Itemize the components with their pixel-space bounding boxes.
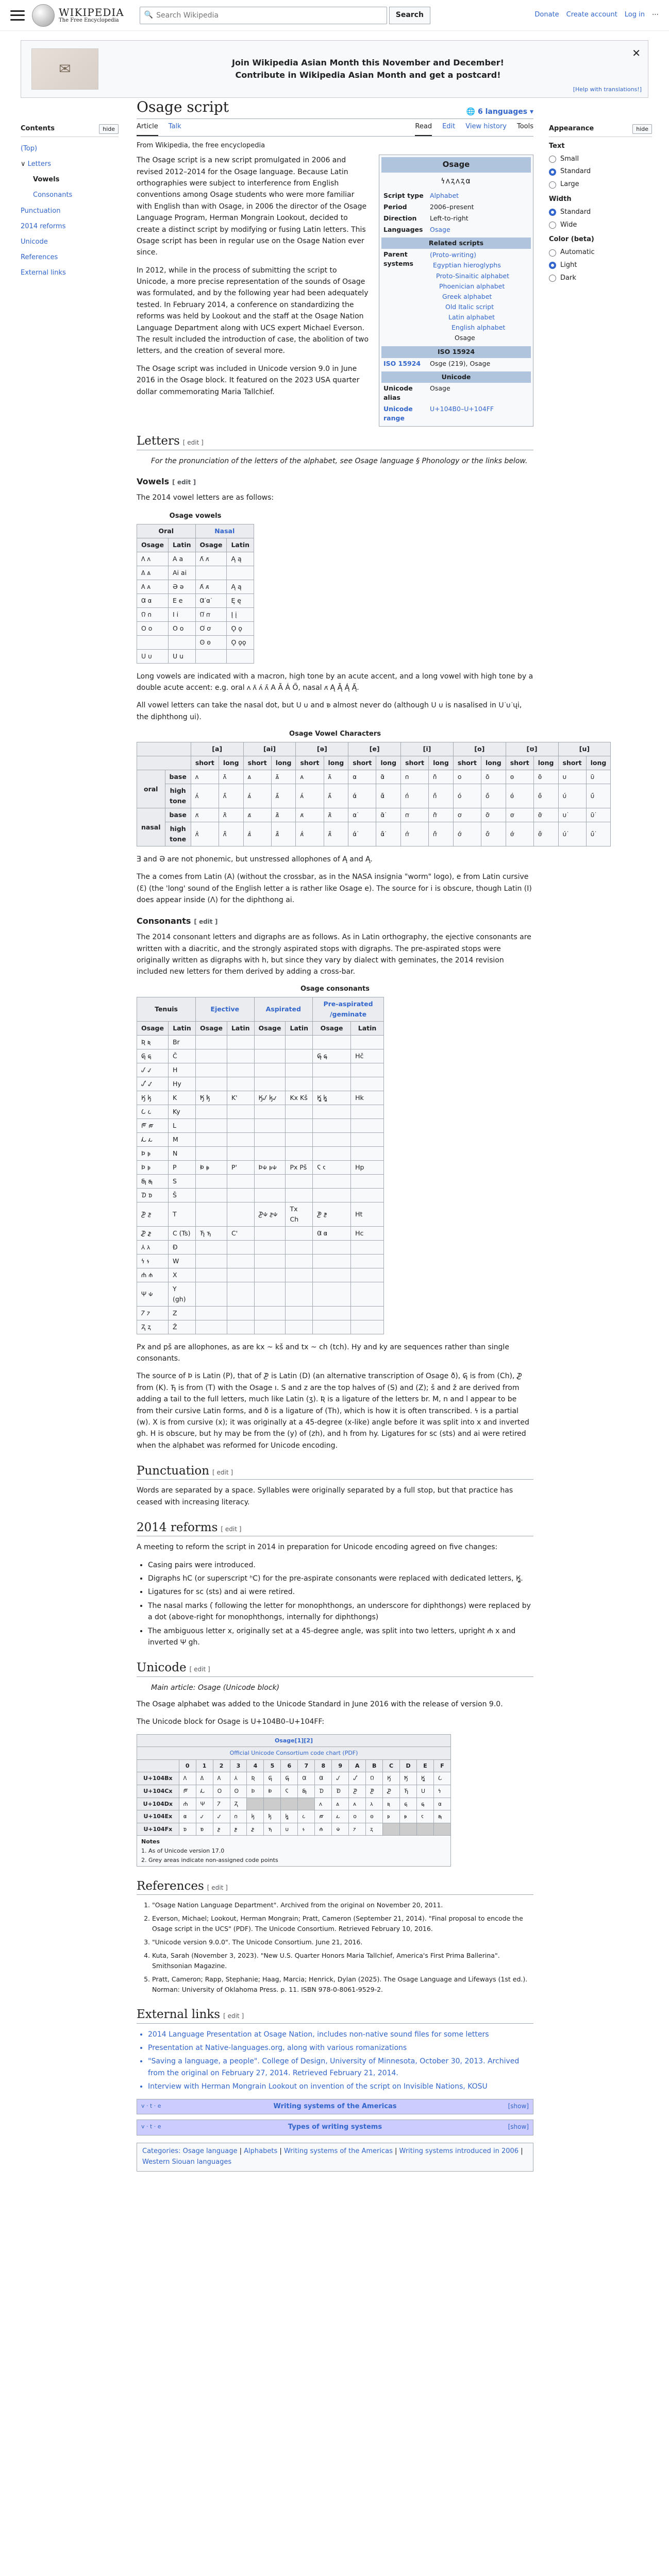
login-link[interactable]: Log in [624,11,645,19]
table-row: 𐒻 𐓣 I i 𐒻͘ 𐓣͘ Į į [137,607,254,621]
unicode-cell[interactable] [400,1823,417,1836]
reforms-list [148,1560,533,1649]
external-links-list [148,2029,533,2093]
toc-item-punctuation[interactable]: Punctuation [21,207,61,215]
unicode-cell[interactable]: 𐒺 [349,1772,366,1785]
table-row: 𐒰 𐓘 A a 𐒰͘ 𐓘͘ Ą ą [137,552,254,566]
unicode-cell[interactable]: 𐓐 [179,1798,196,1810]
unicode-cell[interactable]: 𐓘 [315,1798,332,1810]
edit-unicode-link[interactable]: [ edit ] [190,1666,210,1673]
reforms-intro: A meeting to reform the script in 2014 in preparation for Unicode encoding agreed on five changes: [137,1543,498,1552]
unicode-cell[interactable]: 𐓅 [264,1785,281,1798]
create-account-link[interactable]: Create account [566,11,617,19]
table-row: 𐒹 𐓡 H [137,1063,384,1077]
table-row: 𐓒 𐓺 Z [137,1306,384,1320]
infobox-title: Osage [381,157,531,173]
edit-reforms-link[interactable]: [ edit ] [221,1526,241,1533]
category-link[interactable]: Osage language [182,2147,238,2156]
width-label: Width [549,195,572,203]
list-item[interactable]: 3. "Unicode version 9.0.0". The Unicode Consortium. June 21, 2016. [152,1937,533,1947]
table-row: 𐒺 𐓢 Hy [137,1077,384,1091]
chevron-down-icon[interactable]: ∨ [21,160,28,168]
tab-article[interactable]: Article [137,122,158,137]
consonants-intro: The 2014 consonant letters and digraphs are as follows. As in Latin orthography, the ejective consonants are written with a diacritic, and the strongly aspirated stops with digraphs. The pre-aspirated stops were originally written as digraphs with h, but since they vary by dialect with geminates, the 2014 revision included new letters for them derived by adding a cross-bar. [137,933,531,976]
color-dark-radio[interactable]: Dark [549,273,652,284]
unicode-cell[interactable]: 𐒷 [298,1772,315,1785]
text-standard-radio[interactable]: Standard [549,166,652,177]
search-box[interactable] [140,7,387,24]
appearance-panel [549,124,652,286]
languages-button[interactable]: 🌐 6 languages ▾ [466,108,533,116]
unicode-cell[interactable]: 𐒻 [366,1772,383,1785]
navbox-vte[interactable]: v · t · e [141,2123,161,2130]
list-item[interactable]: 5. Pratt, Cameron; Rapp, Stephanie; Haag, Marcia; Henrick, Dylan (2025). The Osage Language and Lifeways (1st ed.). Norman: University of Oklahoma Press. p. 11. ISBN 978-0-8061-9529-2. [152,1974,533,1995]
consonants-table: Tenuis Ejective Aspirated Pre-aspirated /geminate Osage Latin Osage Latin Osage Latin Osage Latin 𐒴 𐓜 Br 𐒵 𐓝 Č 𐒶 𐓞 Hč 𐒹 𐓡 H 𐒺 𐓢 Hy 𐒼 𐓤 K 𐒽 𐓥 K' 𐒼𐒹 𐓤𐓡 Kx Kš 𐒾 𐓦 Hk 𐒿 𐓧 Ky 𐓀 𐓨 L 𐓁 𐓩 M 𐓄 𐓬 N 𐓄 𐓬 P 𐓅 𐓭 P' 𐓄𐓹 𐓬𐓹 Px Pš 𐓆 𐓮 Hp 𐓇 𐓯 S 𐓈 𐓰 Š 𐓊 𐓲 T 𐓊𐓹 𐓲𐓹 Tx Ch 𐓋 𐓳 Ht 𐓌 𐓴 C (Ts) 𐓍 𐓵 C' 𐒸 𐓠 Hc 𐒳 𐓛 Ð 𐓏 𐓷 W 𐓐 𐓸 X 𐓑 𐓹 Y (gh) 𐓒 𐓺 Z 𐓓 𐓻 Ž [137,997,384,1334]
table-of-contents [21,124,119,281]
list-item: • Digraphs hC (or superscript ʰC) for the pre-aspirate consonants were replaced with dedicated letters, 𐒾. [148,1573,533,1584]
unicode-cell[interactable]: 𐓛 [366,1798,383,1810]
edit-references-link[interactable]: [ edit ] [207,1884,228,1891]
tab-view-history[interactable]: View history [465,122,507,130]
unicode-cell[interactable]: 𐓤 [247,1810,264,1823]
unicode-cell[interactable]: 𐓸 [315,1823,332,1836]
unicode-cell[interactable]: 𐓧 [298,1810,315,1823]
list-item[interactable]: • Interview with Herman Mongrain Lookout on invention of the script on Invisible Nations, KOSU [148,2081,533,2092]
vowels-paragraph-2: All vowel letters can take the nasal dot, but 𐓎 𐓶 and 𐓱 almost never do (although 𐓎 𐓶 is nasalised in 𐓎͘ 𐓶͘ ųi, the diphthong ui). [137,701,522,721]
unicode-cell[interactable]: 𐓯 [433,1810,450,1823]
table-row: 𐒳 𐓛 Ð [137,1240,384,1254]
unicode-cell[interactable]: 𐓍 [400,1785,417,1798]
table-row: U+104Cx 𐓀 𐓁 𐓂 𐓃 𐓄 𐓅 𐓆 𐓇 𐓈 𐓉 𐓊 𐓋 𐓌 𐓍 𐓎 𐓏 [137,1785,451,1798]
table-row: 𐓎 𐓶 U u [137,649,254,663]
unicode-chart-title[interactable]: Osage[1][2] [137,1734,451,1747]
references-list [152,1900,533,1995]
banner-line-2[interactable]: Contribute in Wikipedia Asian Month and get a postcard! [235,70,501,80]
tagline: The Free Encyclopedia [59,17,119,23]
search-icon: 🔍 [144,11,154,20]
table-row: 𐓃 𐓫 Ǫ ǫǫ [137,635,254,649]
vowels-paragraph-1: Long vowels are indicated with a macron, high tone by an acute accent, and a long vowel with high tone by a double acute accent: e.g. oral 𐓘 𐓘̄ 𐓘́ 𐓘̋ A Ā Á Ő, nasal 𐓘͘ Ą Ą̄ Ą́ Ą̋. [137,672,533,692]
unicode-cell[interactable] [298,1798,315,1810]
punctuation-paragraph: Words are separated by a space. Syllables were originally separated by a full stop, but that practice has ceased with increasing literacy. [137,1486,513,1506]
more-icon[interactable]: ⋯ [652,11,659,19]
unicode-cell[interactable]: 𐓭 [400,1810,417,1823]
infobox: Osage 𐓏𐓘𐓻𐓘𐓻𐓟 Script type Alphabet Period 2006–present Direction Left-to-right Languages Osage Related scripts Parent systems (Proto-writing) Egyptian hieroglyphs Proto-Sinaitic alphabet Phoenician alphabet Greek alphabet Old Italic script Latin alphabet English alphabet Osage ISO 15924 ISO 15924 Osge (219), Osage Unicode Unicode alias Osage Unicode range U+104B0–U+104FF [379,155,533,427]
unicode-cell[interactable]: 𐓈 [315,1785,332,1798]
infobox-sample: 𐓏𐓘𐓻𐓘𐓻𐓟 [441,176,472,185]
width-standard-radio[interactable]: Standard [549,207,652,218]
unicode-cell[interactable]: 𐓌 [383,1785,400,1798]
navbox-title[interactable]: Types of writing systems [288,2123,382,2131]
table-row: nasal base 𐓘͘ 𐓘̄͘ 𐓙͘ 𐓙̄͘ 𐓚͘ 𐓚̄͘ 𐓟͘ 𐓟̄͘ 𐓣͘ 𐓣̄͘ 𐓪͘ 𐓪̄͘ 𐓫͘ 𐓫̄͘ 𐓶͘ 𐓶̄͘ [137,808,611,822]
infobox-script-type[interactable]: Alphabet [430,191,459,199]
globe-icon [32,4,55,27]
infobox-period: 2006–present [430,202,474,211]
main-menu-icon[interactable] [10,10,25,21]
consonants-paragraph-2: The source of 𐓄 is Latin (P), that of 𐓊 is Latin (D) (an alternative transcription of Osage ð), 𐒵 is from (Ch), 𐓌 from (K). 𐓍 is from (T) with the Osage ı. S and z are the top halves of (S) and (Z); š and ž are derived from adding a tail to the full letters, much like Latin (ʒ). 𐒴 is a ligature of the letters br. M, n and l appear to be from their cursive Latin forms, and ð is a ligature of (Th), which is how it is often transcribed. 𐓏 is a partial (w). X is from cursive (x); it was originally at a 45-degree (x-like) angle before it was split into x and inverted gh. H is obscure, but hy may be from the (y) of (zh), and h from hy. Ligatures for sc (sts) and ai were retired when the alphabet was reformed for Unicode encoding. [137,1372,529,1450]
unicode-cell[interactable]: 𐓑 [196,1798,213,1810]
consonants-paragraph-1: Px and pš are allophones, as are kx ~ kš and tx ~ ch (tch). Hy and ky are sequences rather than single consonants. [137,1343,509,1363]
list-item: • The nasal marks (͘ following the letter for monophthongs, an underscore for diphthongs) were replaced by a dot (above-right for monophthongs, internally for diphthongs) [148,1600,533,1623]
references-heading: References[ edit ] [137,1878,533,1895]
vowel-chars-caption: Osage Vowel Characters [289,730,381,738]
unicode-cell[interactable]: 𐓣 [230,1810,247,1823]
letters-heading: Letters[ edit ] [137,433,533,450]
intro-paragraph-3: The Osage script was included in Unicode version 9.0 in June 2016 in the Osage block. It featured on the 2023 USA quarter dollar commemorating Maria Tallchief. [137,364,360,396]
navbox-writing-systems-americas [137,2099,533,2115]
table-row: 𐒵 𐓝 Č 𐒶 𐓞 Hč [137,1049,384,1063]
table-row: 𐒴 𐓜 Br [137,1035,384,1049]
unicode-cell[interactable]: 𐓡 [196,1810,213,1823]
table-row: 𐓁 𐓩 M [137,1132,384,1146]
table-row: 𐓄 𐓬 N [137,1146,384,1160]
list-item[interactable]: 4. Kuta, Sarah (November 3, 2023). "New U.S. Quarter Honors Maria Tallchief, America's First Prima Ballerina". Smithsonian Magazine. [152,1951,533,1971]
unicode-paragraph-1: The Osage alphabet was added to the Unicode Standard in June 2016 with the release of version 9.0. [137,1700,503,1708]
unicode-cell[interactable]: 𐒹 [332,1772,349,1785]
unicode-cell[interactable]: 𐓠 [179,1810,196,1823]
toc-item-references[interactable]: References [21,253,58,262]
table-row: 𐒱 𐓙 Ai ai [137,566,254,580]
infobox-unicode-header: Unicode [381,371,531,383]
infobox-languages[interactable]: Osage [430,226,450,234]
unicode-cell[interactable] [383,1823,400,1836]
text-size-label: Text [549,142,565,150]
infobox-related-header: Related scripts [381,238,531,249]
table-row: 𐓂 𐓪 O o 𐓂͘ 𐓪͘ Ǫ ǫ [137,621,254,635]
unicode-cell[interactable]: 𐓚 [349,1798,366,1810]
letters-hatnote: For the pronunciation of the letters of the alphabet, see Osage language § Phonology or the links below. [151,456,528,465]
toc-item-letters[interactable]: ∨ Letters [21,160,51,168]
close-icon[interactable]: ✕ [632,47,641,59]
table-row: 𐓊 𐓲 T 𐓊𐓹 𐓲𐓹 Tx Ch 𐓋 𐓳 Ht [137,1202,384,1226]
infobox-unicode-alias: Osage [430,384,450,392]
unicode-cell[interactable]: 𐓨 [315,1810,332,1823]
unicode-cell[interactable]: 𐒶 [281,1772,298,1785]
toc-item-consonants[interactable]: Consonants [33,191,73,199]
toc-hide-button[interactable]: hide [99,124,119,134]
unicode-cell[interactable]: 𐒵 [264,1772,281,1785]
unicode-cell[interactable]: 𐓙 [332,1798,349,1810]
table-row: 𐒿 𐓧 Ky [137,1105,384,1118]
table-row: U+104Bx 𐒰 𐒱 𐒲 𐒳 𐒴 𐒵 𐒶 𐒷 𐒸 𐒹 𐒺 𐒻 𐒼 𐒽 𐒾 𐒿 [137,1772,451,1785]
navbox-types-of-writing-systems [137,2120,533,2136]
infobox-unicode-range[interactable]: U+104B0–U+104FF [430,405,494,413]
consonants-heading: Consonants[ edit ] [137,914,533,928]
width-wide-radio[interactable]: Wide [549,220,652,231]
page-tabs [137,119,533,137]
unicode-cell[interactable]: 𐓫 [366,1810,383,1823]
table-row: 𐒼 𐓤 K 𐒽 𐓥 K' 𐒼𐒹 𐓤𐓡 Kx Kš 𐒾 𐓦 Hk [137,1091,384,1105]
table-row: 𐓓 𐓻 Ž [137,1320,384,1334]
unicode-cell[interactable]: 𐒼 [383,1772,400,1785]
unicode-cell[interactable]: 𐓰 [179,1823,196,1836]
infobox-parent-tree: (Proto-writing) Egyptian hieroglyphs Proto-Sinaitic alphabet Phoenician alphabet Greek alphabet Old Italic script Latin alphabet English alphabet Osage [430,251,509,342]
vowels-paragraph-3: Ǝ and Ə are not phonemic, but unstressed allophones of Ą and Ą. [137,855,373,864]
list-item: • The ambiguous letter x, originally set at a 45-degree angle, was split into two letters, upright 𐓐 x and inverted 𐓑 gh. [148,1625,533,1649]
toc-item-reforms[interactable]: 2014 reforms [21,222,66,230]
consonants-caption: Osage consonants [300,985,370,993]
unicode-note-2: 2. Grey areas indicate non-assigned code points [141,1856,278,1863]
reforms-heading: 2014 reforms[ edit ] [137,1519,533,1536]
unicode-cell[interactable] [281,1798,298,1810]
unicode-cell[interactable]: 𐓄 [247,1785,264,1798]
appearance-hide-button[interactable]: hide [632,124,652,134]
unicode-cell[interactable]: 𐓆 [281,1785,298,1798]
edit-consonants-link[interactable]: [ edit ] [194,918,218,925]
category-link[interactable]: Western Siouan languages [142,2158,232,2166]
unicode-cell[interactable]: 𐓃 [230,1785,247,1798]
vowels-intro: The 2014 vowel letters are as follows: [137,494,274,502]
category-link[interactable]: Writing systems introduced in 2006 [399,2147,519,2156]
unicode-cell[interactable]: 𐓶 [281,1823,298,1836]
unicode-cell[interactable]: 𐓉 [332,1785,349,1798]
category-link[interactable]: Writing systems of the Americas [283,2147,393,2156]
unicode-cell[interactable] [417,1823,434,1836]
unicode-cell[interactable]: 𐒰 [179,1772,196,1785]
site-notice-banner [21,40,648,98]
unicode-main-article[interactable]: Main article: Osage (Unicode block) [151,1683,280,1692]
unicode-cell[interactable]: 𐓇 [298,1785,315,1798]
categories-box: Categories: Osage language | Alphabets | Writing systems of the Americas | Writing systems introduced in 2006 | Western Siouan languages [137,2143,533,2172]
infobox-iso-value: Osge (219), Osage [430,359,491,367]
vowels-table: Oral Nasal Osage Latin Osage Latin 𐒰 𐓘 A a 𐒰͘ 𐓘͘ Ą ą 𐒱 𐓙 Ai ai 𐒲 𐓚 Ə ə 𐒲͘ 𐓚͘ Ą ą 𐒷 𐓟 E e 𐒷͘ 𐓟͘ Ę ę 𐒻 𐓣 I i 𐒻͘ 𐓣͘ Į į 𐓂 𐓪 O o 𐓂͘ 𐓪͘ Ǫ ǫ 𐓃 𐓫 Ǫ ǫǫ 𐓎 𐓶 U u [137,524,254,664]
navbox-title[interactable]: Writing systems of the Americas [273,2102,397,2110]
vowel-chars-table: [a] [ai] [ə] [e] [i] [o] [ʊ] [u] short long short long short long short long short long short long short long short long oral base 𐓘 𐓘̄ 𐓙 𐓙̄ 𐓚 𐓚̄ 𐓟 𐓟̄ 𐓣 𐓣̄ 𐓪 𐓪̄ 𐓫 𐓫̄ 𐓶 𐓶̄ high tone 𐓘́ 𐓘̋ 𐓙́ 𐓙̋ 𐓚́ 𐓚̋ 𐓟́ 𐓟̋ 𐓣́ 𐓣̋ 𐓪́ 𐓪̋ 𐓫́ 𐓫̋ 𐓶́ 𐓶̋ nasal base 𐓘͘ 𐓘̄͘ 𐓙͘ 𐓙̄͘ 𐓚͘ 𐓚̄͘ 𐓟͘ 𐓟̄͘ 𐓣͘ 𐓣̄͘ 𐓪͘ 𐓪̄͘ 𐓫͘ 𐓫̄͘ 𐓶͘ 𐓶̄͘ high tone 𐓘́͘ 𐓘̋͘ 𐓙́͘ 𐓙̋͘ 𐓚́͘ 𐓚̋͘ 𐓟́͘ 𐓟̋͘ 𐓣́͘ 𐓣̋͘ 𐓪́͘ 𐓪̋͘ 𐓫́͘ 𐓫̋͘ 𐓶́͘ 𐓶̋͘ [137,742,611,846]
punctuation-heading: Punctuation[ edit ] [137,1463,533,1480]
edit-letters-link[interactable]: [ edit ] [183,439,204,446]
unicode-cell[interactable]: 𐒾 [417,1772,434,1785]
appearance-title: Appearance [549,125,594,132]
table-row: U+104Dx 𐓐 𐓑 𐓒 𐓓 𐓘 𐓙 𐓚 𐓛 𐓜 𐓝 𐓞 𐓟 [137,1798,451,1810]
intro-paragraph-1: The Osage script is a new script promulgated in 2006 and revised 2012–2014 for the Osage language. Because Latin orthographies were subject to interference from English conventions among Osage students who were more familiar with English than with Osage, in 2006 the director of the Osage Language Program, Herman Mongrain Lookout, decided to create a distinct script by modifying or fusing Latin letters. This Osage script has been in regular use on the Osage Nation ever since. [137,156,367,257]
unicode-cell[interactable]: 𐓊 [349,1785,366,1798]
unicode-cell[interactable]: 𐓂 [213,1785,230,1798]
table-row: 𐓐 𐓸 X [137,1268,384,1282]
unicode-cell[interactable]: 𐓏 [433,1785,450,1798]
table-row: 𐓑 𐓹 Y (gh) [137,1282,384,1306]
color-light-radio[interactable]: Light [549,260,652,271]
unicode-cell[interactable]: 𐓷 [298,1823,315,1836]
toc-item-vowels[interactable]: Vowels [33,176,60,184]
text-small-radio[interactable]: Small [549,154,652,165]
edit-punctuation-link[interactable]: [ edit ] [212,1469,233,1476]
toc-item-external-links[interactable]: External links [21,269,66,277]
unicode-cell[interactable]: 𐓞 [417,1798,434,1810]
unicode-cell[interactable]: 𐓒 [213,1798,230,1810]
external-links-heading: External links[ edit ] [137,2006,533,2023]
list-item: • Casing pairs were introduced. [148,1560,533,1571]
table-row: 𐓏 𐓷 W [137,1254,384,1268]
table-row: 𐓇 𐓯 S [137,1174,384,1188]
table-row: 𐓌 𐓴 C (Ts) 𐓍 𐓵 C' 𐒸 𐓠 Hc [137,1226,384,1240]
table-row: U+104Ex 𐓠 𐓡 𐓢 𐓣 𐓤 𐓥 𐓦 𐓧 𐓨 𐓩 𐓪 𐓫 𐓬 𐓭 𐓮 𐓯 [137,1810,451,1823]
vowels-caption: Osage vowels [169,512,222,520]
categories-label[interactable]: Categories: [142,2147,181,2156]
list-item[interactable]: 1. "Osage Nation Language Department". Archived from the original on November 20, 2011. [152,1900,533,1910]
edit-external-links-link[interactable]: [ edit ] [223,2012,244,2020]
unicode-block-table: Osage[1][2] Official Unicode Consortium code chart (PDF) 0 1 2 3 4 5 6 7 8 9 A B C D E F U+104Bx 𐒰 𐒱 𐒲 𐒳 𐒴 𐒵 𐒶 𐒷 𐒸 𐒹 𐒺 𐒻 𐒼 𐒽 𐒾 𐒿 U+104Cx 𐓀 𐓁 𐓂 𐓃 𐓄 𐓅 𐓆 𐓇 𐓈 𐓉 𐓊 𐓋 𐓌 𐓍 𐓎 𐓏 U+104Dx 𐓐 𐓑 𐓒 𐓓 𐓘 𐓙 𐓚 𐓛 𐓜 𐓝 𐓞 𐓟 U+104Ex 𐓠 𐓡 𐓢 𐓣 𐓤 𐓥 𐓦 𐓧 𐓨 𐓩 𐓪 𐓫 𐓬 𐓭 𐓮 𐓯 U+104Fx 𐓰 𐓱 𐓲 𐓳 𐓴 𐓵 𐓶 𐓷 𐓸 𐓹 𐓺 𐓻 Notes 1. As of Unicode version 17.0 2. Grey areas indicate non-assigned code points [137,1734,451,1867]
table-row: 𐓀 𐓨 L [137,1118,384,1132]
navbox-show-button[interactable]: [show] [508,2102,529,2110]
unicode-cell[interactable]: 𐓁 [196,1785,213,1798]
tab-read[interactable]: Read [415,122,432,137]
unicode-note-1: 1. As of Unicode version 17.0 [141,1848,225,1855]
text-large-radio[interactable]: Large [549,179,652,190]
category-link[interactable]: Alphabets [244,2147,278,2156]
table-row: high tone 𐓘́ 𐓘̋ 𐓙́ 𐓙̋ 𐓚́ 𐓚̋ 𐓟́ 𐓟̋ 𐓣́ 𐓣̋ 𐓪́ 𐓪̋ 𐓫́ 𐓫̋ 𐓶́ 𐓶̋ [137,784,611,808]
list-item[interactable]: 2. Everson, Michael; Lookout, Herman Mongrain; Pratt, Cameron (September 21, 2014). "Final proposal to encode the Osage script in the UCS" (PDF). The Unicode Consortium. Retrieved February 10, 2016. [152,1913,533,1934]
postcard-icon: ✉ [31,48,98,90]
table-row: 𐓈 𐓰 Š [137,1188,384,1202]
search-input[interactable] [156,11,382,20]
unicode-cell[interactable]: 𐒳 [230,1772,247,1785]
navbox-show-button[interactable]: [show] [508,2123,529,2131]
unicode-cell[interactable]: 𐓩 [332,1810,349,1823]
tab-edit[interactable]: Edit [442,122,456,130]
color-label: Color (beta) [549,235,594,244]
infobox-direction: Left-to-right [430,214,469,222]
unicode-cell[interactable]: 𐒱 [196,1772,213,1785]
unicode-cell[interactable]: 𐓓 [230,1798,247,1810]
vowels-heading: Vowels[ edit ] [137,475,533,488]
site-header [0,0,669,31]
unicode-cell[interactable]: 𐓮 [417,1810,434,1823]
edit-vowels-link[interactable]: [ edit ] [172,479,196,486]
page-title: Osage script [137,98,229,115]
unicode-cell[interactable]: 𐓱 [196,1823,213,1836]
unicode-cell[interactable] [264,1798,281,1810]
color-automatic-radio[interactable]: Automatic [549,247,652,258]
unicode-cell[interactable]: 𐓴 [247,1823,264,1836]
unicode-cell[interactable]: 𐓟 [433,1798,450,1810]
unicode-cell[interactable]: 𐒸 [315,1772,332,1785]
unicode-cell[interactable]: 𐓵 [264,1823,281,1836]
donate-link[interactable]: Donate [534,11,559,19]
unicode-cell[interactable]: 𐓀 [179,1785,196,1798]
unicode-cell[interactable]: 𐓻 [366,1823,383,1836]
unicode-cell[interactable]: 𐒿 [433,1772,450,1785]
unicode-cell[interactable]: 𐓥 [264,1810,281,1823]
table-row: U+104Fx 𐓰 𐓱 𐓲 𐓳 𐓴 𐓵 𐓶 𐓷 𐓸 𐓹 𐓺 𐓻 [137,1823,451,1836]
tab-tools[interactable]: Tools [516,122,533,130]
unicode-paragraph-2: The Unicode block for Osage is U+104B0–U+104FF: [137,1718,325,1726]
wikipedia-logo[interactable] [32,4,124,27]
list-item[interactable]: • 2014 Language Presentation at Osage Nation, includes non-native sound files for some letters [148,2029,533,2040]
list-item: • Ligatures for sc (sts) and ai were retired. [148,1586,533,1598]
unicode-chart-link[interactable]: Official Unicode Consortium code chart (PDF) [137,1747,451,1760]
tab-talk[interactable]: Talk [168,122,181,130]
from-line: From Wikipedia, the free encyclopedia [137,142,265,150]
toc-item-top[interactable]: (Top) [21,144,38,152]
table-row: high tone 𐓘́͘ 𐓘̋͘ 𐓙́͘ 𐓙̋͘ 𐓚́͘ 𐓚̋͘ 𐓟́͘ 𐓟̋͘ 𐓣́͘ 𐓣̋͘ 𐓪́͘ 𐓪̋͘ 𐓫́͘ 𐓫̋͘ 𐓶́͘ 𐓶̋͘ [137,822,611,846]
unicode-cell[interactable]: 𐒲 [213,1772,230,1785]
unicode-cell[interactable]: 𐓢 [213,1810,230,1823]
toc-item-unicode[interactable]: Unicode [21,238,48,246]
unicode-cell[interactable]: 𐓹 [332,1823,349,1836]
unicode-cell[interactable] [433,1823,450,1836]
unicode-cell[interactable]: 𐓎 [417,1785,434,1798]
unicode-cell[interactable]: 𐓪 [349,1810,366,1823]
list-item[interactable]: • "Saving a language, a people". College of Design, University of Minnesota, October 30, 2013. Archived from the original on February 27, 2014. Retrieved February 21, 2014. [148,2056,533,2079]
wordmark: WIKIPEDIA [59,6,124,19]
unicode-cell[interactable]: 𐓦 [281,1810,298,1823]
unicode-cell[interactable]: 𐓳 [230,1823,247,1836]
unicode-cell[interactable]: 𐓋 [366,1785,383,1798]
unicode-cell[interactable]: 𐓜 [383,1798,400,1810]
unicode-cell[interactable]: 𐓲 [213,1823,230,1836]
navbox-vte[interactable]: v · t · e [141,2102,161,2109]
vowels-paragraph-4: The a comes from Latin (A) (without the crossbar, as in the NASA insignia "worm" logo), e from Latin cursive (Ɛ) (the 'long' sound of the English letter a is rather like Osage e). The source for i is obscure, though Latin (I) does appear inside (Λ) for the diphthong ai. [137,873,532,905]
banner-help-link[interactable]: [Help with translations!] [573,86,642,93]
unicode-cell[interactable]: 𐒽 [400,1772,417,1785]
unicode-cell[interactable]: 𐓝 [400,1798,417,1810]
unicode-cell[interactable]: 𐓺 [349,1823,366,1836]
table-row: 𐒷 𐓟 E e 𐒷͘ 𐓟͘ Ę ę [137,594,254,607]
unicode-cell[interactable]: 𐒴 [247,1772,264,1785]
search-button[interactable]: Search [389,7,430,24]
unicode-cell[interactable] [247,1798,264,1810]
unicode-cell[interactable]: 𐓬 [383,1810,400,1823]
unicode-heading: Unicode[ edit ] [137,1659,533,1676]
toc-title: Contents [21,125,55,132]
banner-line-1[interactable]: Join Wikipedia Asian Month this November and December! [232,58,504,67]
table-row: oral base 𐓘 𐓘̄ 𐓙 𐓙̄ 𐓚 𐓚̄ 𐓟 𐓟̄ 𐓣 𐓣̄ 𐓪 𐓪̄ 𐓫 𐓫̄ 𐓶 𐓶̄ [137,770,611,784]
infobox-iso-header: ISO 15924 [381,346,531,358]
table-row: 𐒲 𐓚 Ə ə 𐒲͘ 𐓚͘ Ą ą [137,580,254,594]
list-item[interactable]: • Presentation at Native-languages.org, along with various romanizations [148,2042,533,2054]
table-row: 𐓄 𐓬 P 𐓅 𐓭 P' 𐓄𐓹 𐓬𐓹 Px Pš 𐓆 𐓮 Hp [137,1160,384,1174]
intro-paragraph-2: In 2012, while in the process of submitting the script to Unicode, a more precise representation of the sounds of Osage was formulated, and by the following year had been adequately tested. In February 2014, a conference on standardizing the reforms was held by Lookout and the staff at the Osage Nation Language Department along with UCS expert Michael Everson. The result included the introduction of case, the abolition of two letters, and the creation of several more. [137,266,369,355]
